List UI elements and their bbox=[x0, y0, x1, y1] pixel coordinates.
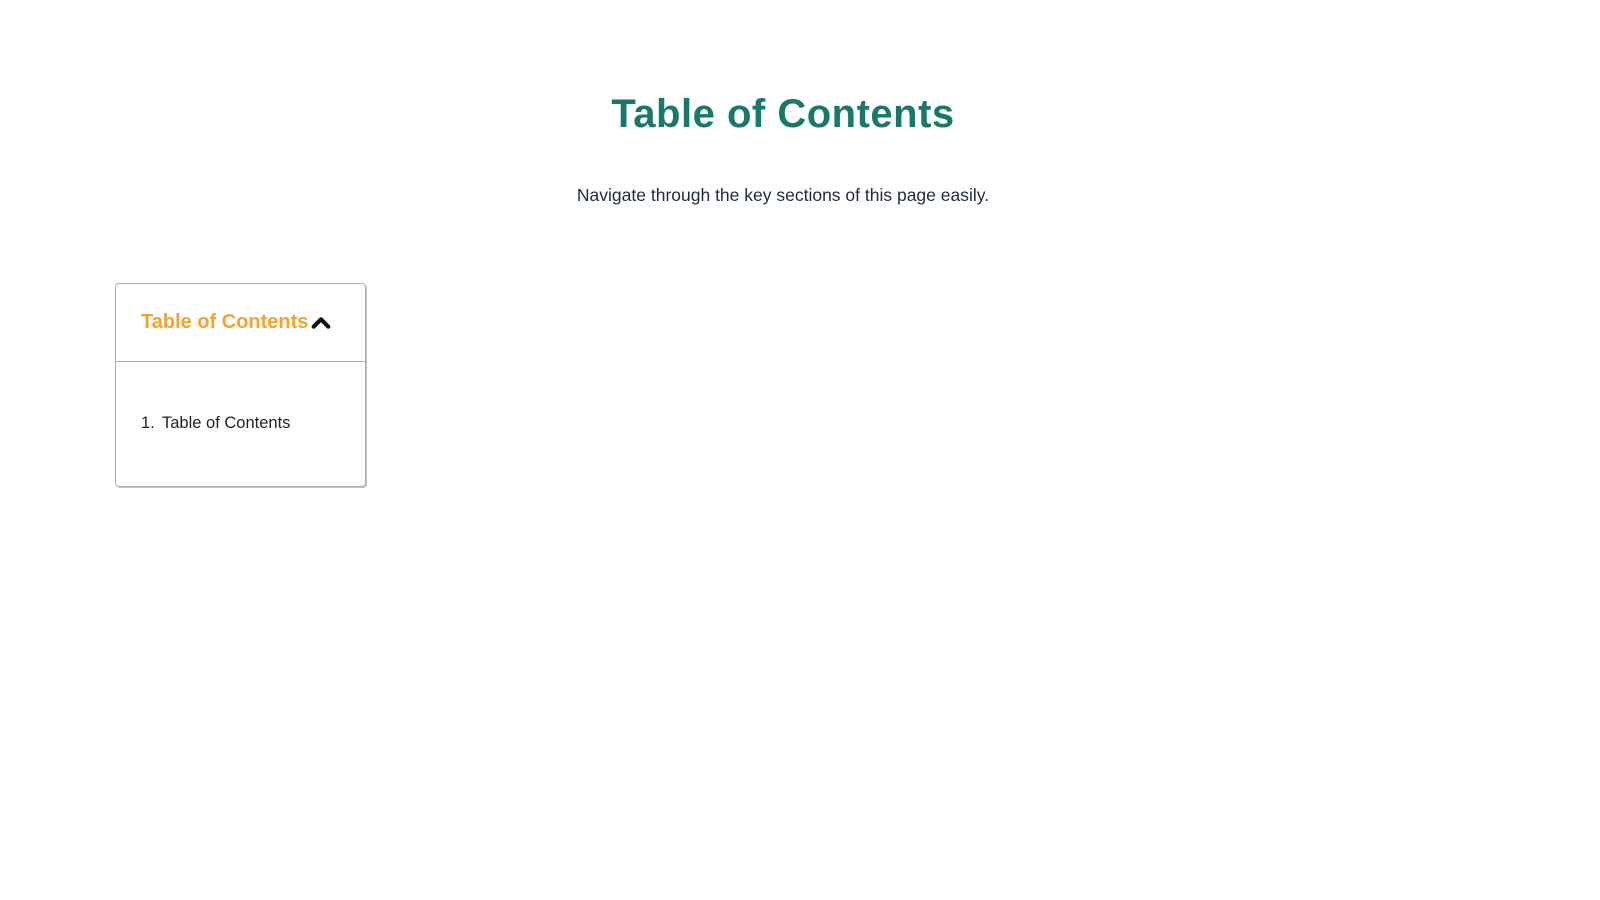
toc-list-item[interactable] bbox=[141, 414, 365, 433]
toc-body bbox=[116, 362, 365, 433]
page-title: Table of Contents bbox=[611, 92, 955, 136]
toc-item-label[interactable]: Table of Contents bbox=[162, 414, 291, 432]
toc-collapse-toggle[interactable] bbox=[116, 284, 365, 362]
page-subtitle: Navigate through the key sections of this page easily. bbox=[576, 185, 990, 205]
chevron-up-icon bbox=[309, 311, 333, 335]
toc-card bbox=[115, 283, 366, 487]
toc-list bbox=[141, 414, 365, 433]
toc-header-label: Table of Contents bbox=[141, 311, 309, 333]
toc-item-number: 1. bbox=[141, 414, 155, 432]
